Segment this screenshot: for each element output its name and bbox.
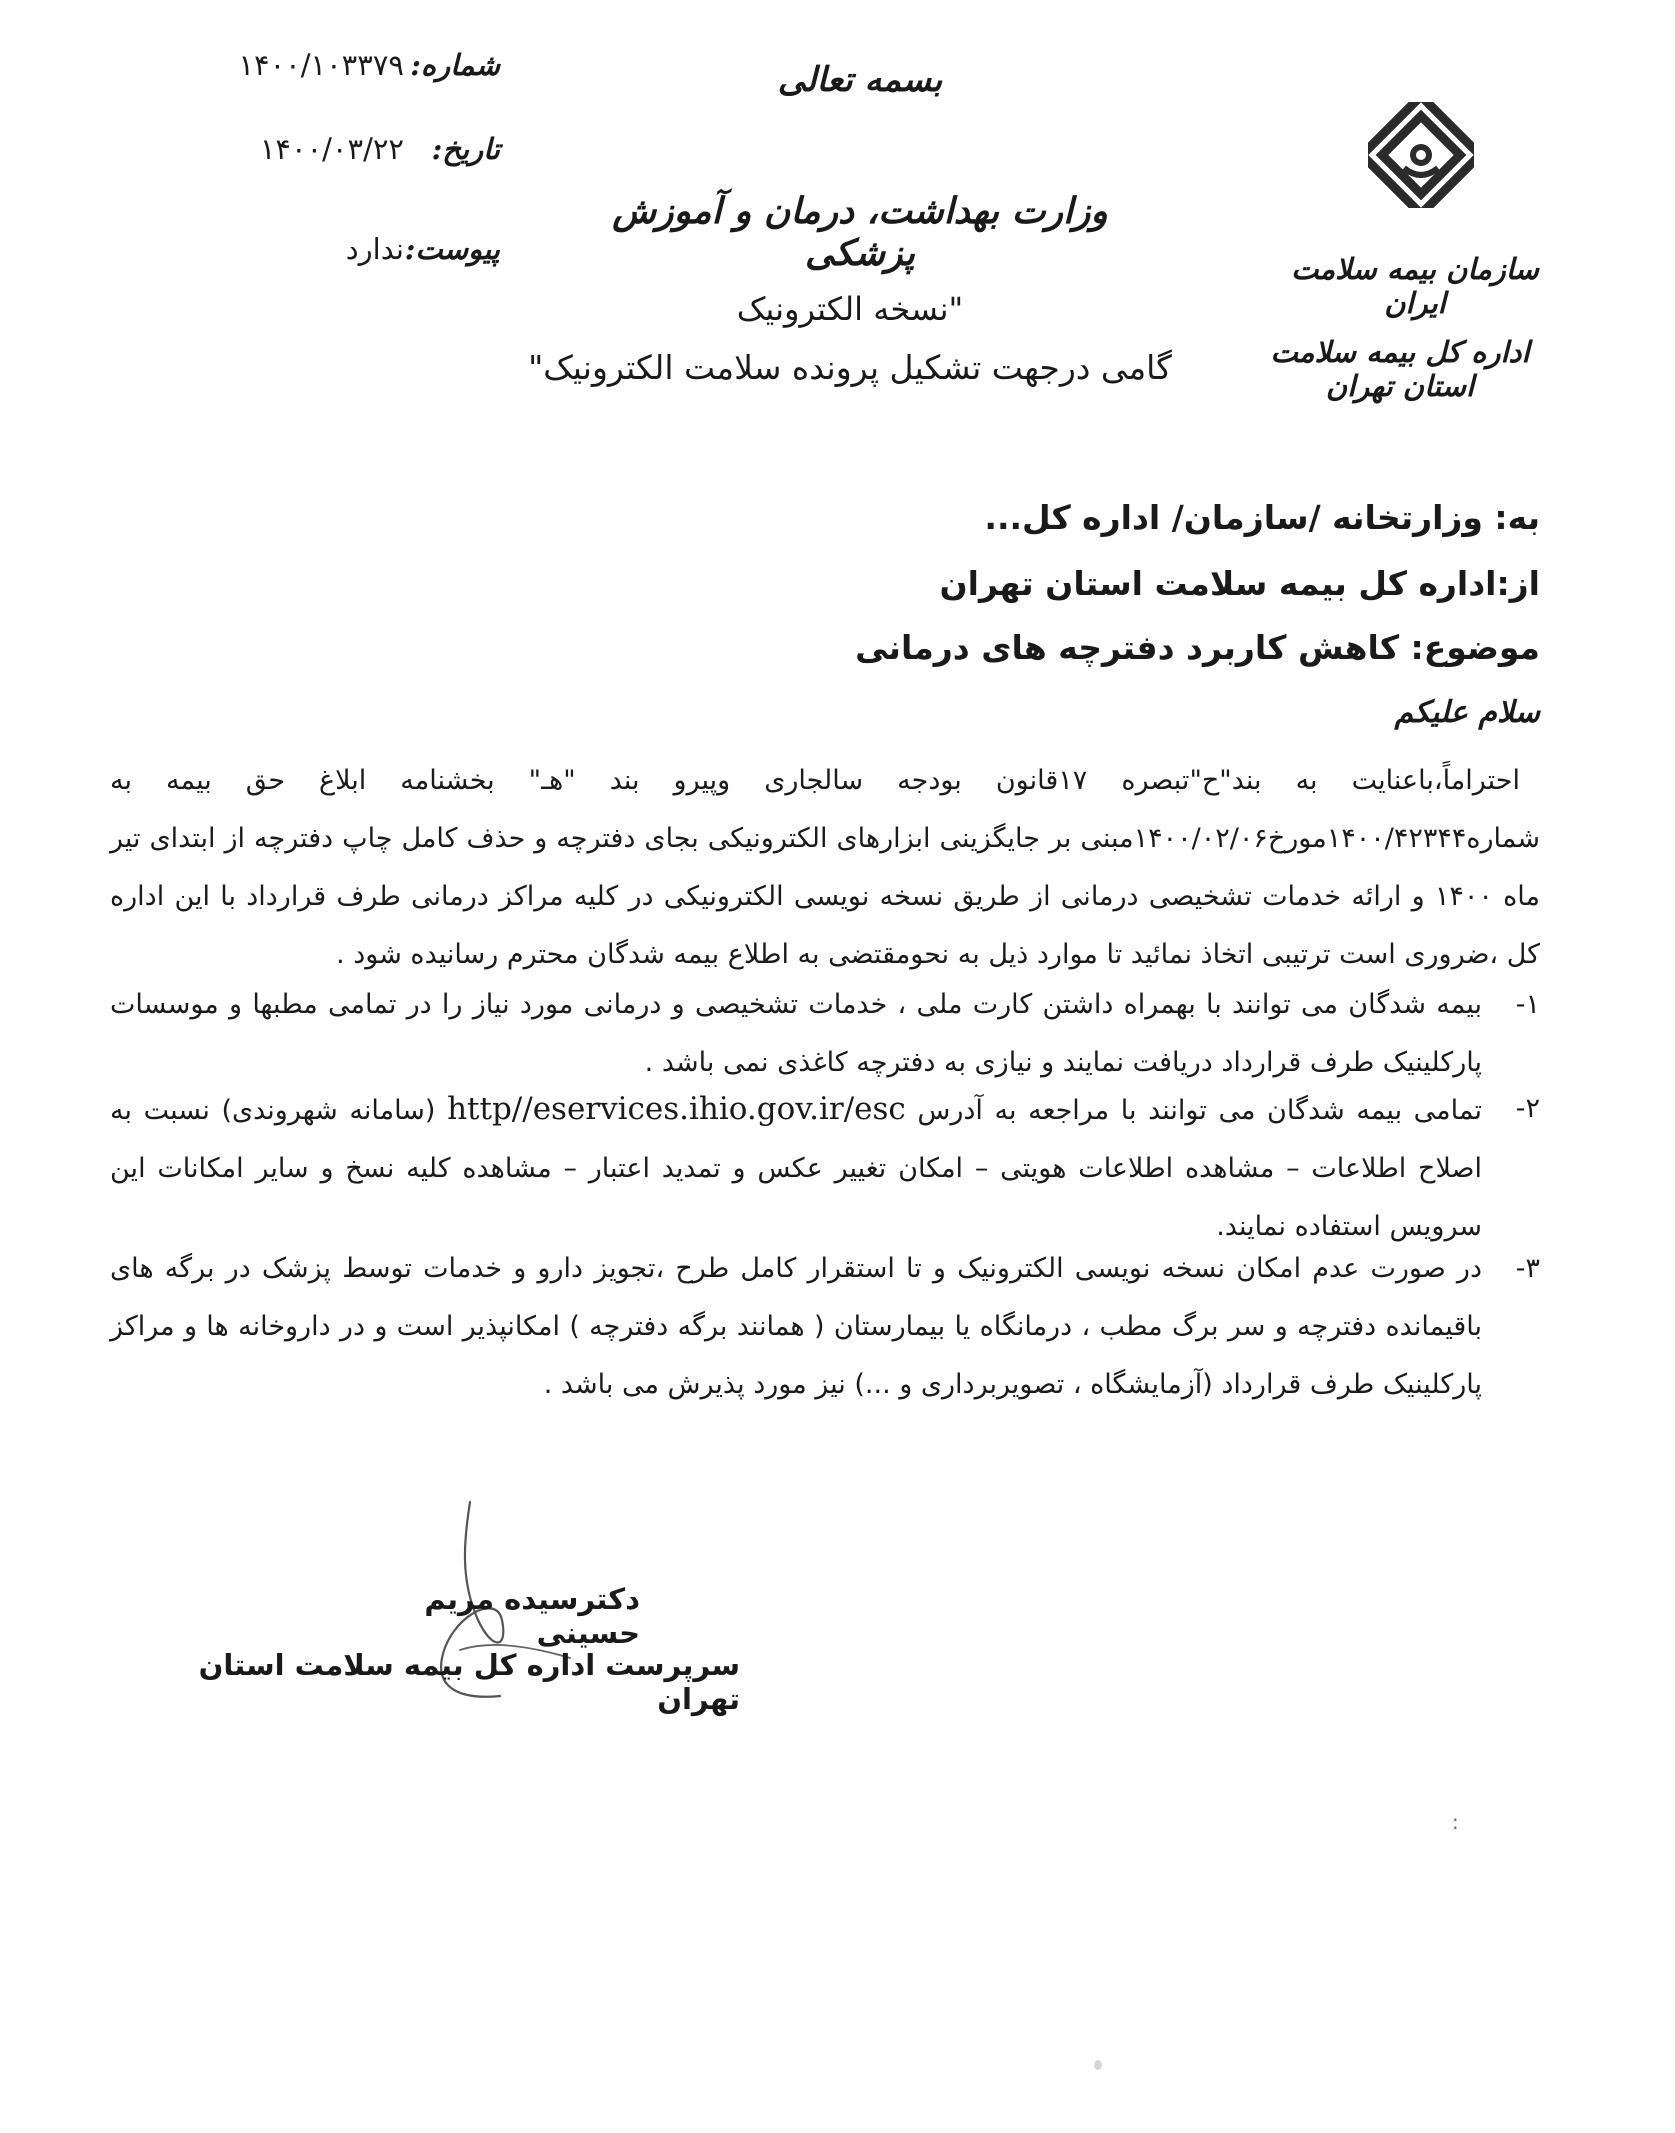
letter-number bbox=[170, 48, 500, 104]
list-item-text-before: تمامی بیمه شدگان می توانند با مراجعه به آدرس bbox=[917, 1095, 1482, 1126]
list-item-3 bbox=[110, 1240, 1540, 1414]
signatory-name: دکترسیده مریم حسینی bbox=[424, 1582, 640, 1650]
letter-number-label: شماره: bbox=[410, 48, 500, 82]
ministry-name: وزارت بهداشت، درمان و آموزش پزشکی bbox=[612, 190, 1108, 274]
list-item-text: در صورت عدم امکان نسخه نویسی الکترونیک و تا استقرار کامل طرح ،تجویز دارو و خدمات توسط پزشک در برگه های باقیمانده دفترچه و سر برگ مطب ، درمانگاه یا بیمارستان ( همانند برگه دفترچه ) امکانپذیر است و در داروخانه ها و مراکز پارکلینیک طرف قرارداد (آزمایشگاه ، تصویربرداری و ...) نیز مورد پذیرش می باشد . bbox=[110, 1253, 1482, 1400]
citizen-portal-link[interactable]: http//eservices.ihio.gov.ir/esc bbox=[447, 1091, 906, 1127]
organization-name: سازمان بیمه سلامت ایران bbox=[1291, 252, 1539, 320]
bismillah-heading: بسمه تعالی bbox=[777, 60, 943, 100]
list-item-text-after: (سامانه شهروندی) نسبت به اصلاح اطلاعات – مشاهده اطلاعات هویتی – امکان تغییر عکس و تمدید اعتبار – مشاهده کلیه نسخ و سایر امکانات این سرویس استفاده نمایند. bbox=[110, 1095, 1482, 1242]
list-item-1 bbox=[110, 976, 1540, 1092]
scan-speck bbox=[1094, 2060, 1102, 2070]
organization-department: اداره کل بیمه سلامت استان تهران bbox=[1270, 335, 1530, 403]
recipient-line: به: وزارتخانه /سازمان/ اداره کل... bbox=[984, 498, 1540, 537]
signatory-title: سرپرست اداره کل بیمه سلامت استان تهران bbox=[198, 1648, 740, 1716]
list-item-number: ۲- bbox=[1515, 1093, 1540, 1124]
list-item-number: ۱- bbox=[1515, 989, 1540, 1020]
letter-date bbox=[170, 132, 500, 188]
list-item-text bbox=[110, 1080, 1482, 1256]
letter-attachment bbox=[170, 232, 500, 288]
letter-date-label: تاریخ: bbox=[431, 132, 500, 166]
list-item-number: ۳- bbox=[1515, 1253, 1540, 1284]
intro-paragraph: احتراماً،باعنایت به بند"ح"تبصره ۱۷قانون بودجه سالجاری وپیرو بند "هـ" بخشنامه ابلاغ حق بیمه به شماره۱۴۰۰/۴۲۳۴۴مورخ۱۴۰۰/۰۲/۰۶مبنی بر جایگزینی ابزارهای الکترونیکی بجای دفترچه و حذف کامل چاپ دفترچه از ابتدای تیر ماه ۱۴۰۰ و ارائه خدمات تشخیصی درمانی از طریق نسخه نویسی الکترونیکی در کلیه مراکز درمانی طرف قرارداد با این اداره کل ،ضروری است ترتیبی اتخاذ نمائید تا موارد ذیل به نحومقتضی به اطلاع بیمه شدگان محترم رسانیده شود . bbox=[110, 765, 1540, 970]
margin-mark: : bbox=[1452, 1810, 1459, 1834]
sender-line: از:اداره کل بیمه سلامت استان تهران bbox=[939, 564, 1540, 603]
electronic-record-tagline: گامی درجهت تشکیل پرونده سلامت الکترونیک" bbox=[528, 348, 1172, 387]
list-item-text: بیمه شدگان می توانند با بهمراه داشتن کارت ملی ، خدمات تشخیصی و درمانی مورد نیاز را در تمامی مطبها و موسسات پارکلینیک طرف قرارداد دریافت نمایند و نیازی به دفترچه کاغذی نمی باشد . bbox=[110, 989, 1482, 1078]
letter-date-value: ۱۴۰۰/۰۳/۲۲ bbox=[259, 132, 404, 166]
letter-attachment-label: پیوست: bbox=[404, 232, 500, 266]
letter-attachment-value: ندارد bbox=[345, 232, 404, 266]
subject-line: موضوع: کاهش کاربرد دفترچه های درمانی bbox=[855, 628, 1540, 667]
list-item-2 bbox=[110, 1080, 1540, 1256]
electronic-version-note: "نسخه الکترونیک bbox=[736, 290, 964, 328]
letter-number-value: ۱۴۰۰/۱۰۳۳۷۹ bbox=[238, 48, 404, 82]
greeting: سلام علیکم bbox=[1394, 695, 1540, 730]
health-insurance-logo-icon bbox=[1356, 90, 1486, 220]
